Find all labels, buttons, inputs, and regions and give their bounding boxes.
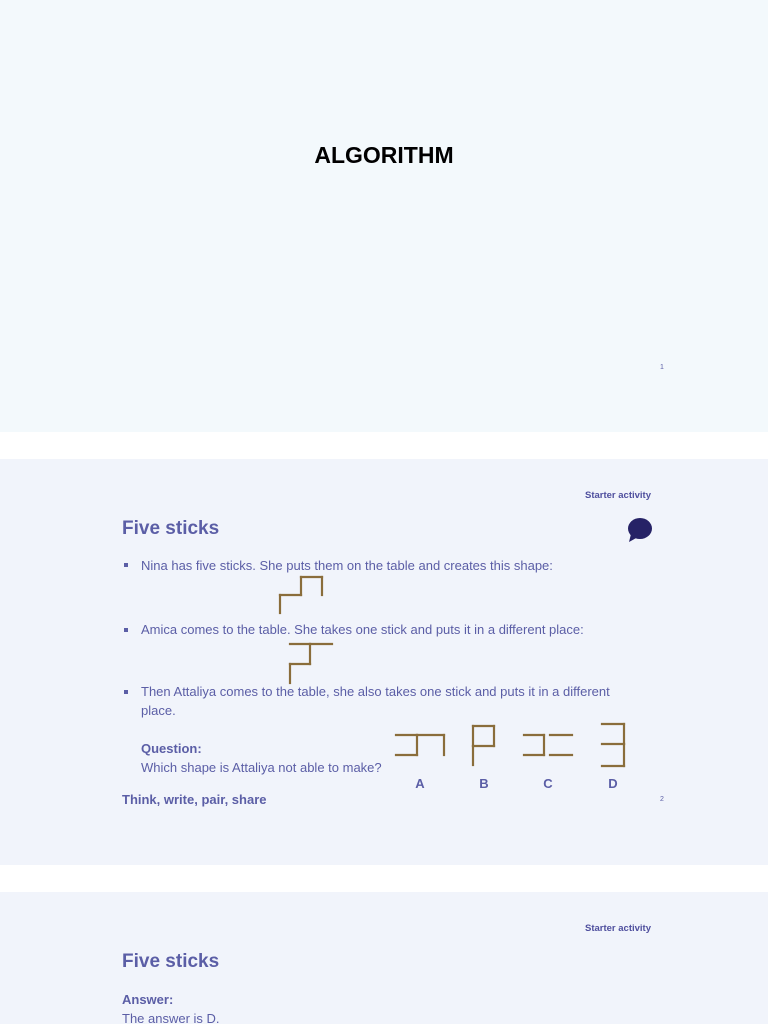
slide-title: ALGORITHM	[314, 142, 454, 168]
bullet-marker	[124, 628, 128, 632]
page-number: 1	[660, 364, 664, 371]
bullet-marker	[124, 563, 128, 567]
answer-text: The answer is D.	[122, 1011, 220, 1024]
option-label-b: B	[479, 776, 489, 791]
option-label-a: A	[415, 776, 425, 791]
initial-stick-shape	[270, 572, 330, 616]
bullet-marker	[124, 690, 128, 694]
slide-title: Five sticks	[122, 518, 220, 539]
page-number: 2	[660, 796, 664, 803]
bullet-text: Amica comes to the table. She takes one stick and puts it in a different place:	[141, 622, 584, 637]
bullet-text: Then Attaliya comes to the table, she also takes one stick and puts it in a different	[141, 684, 610, 699]
option-b-shape	[466, 721, 502, 769]
answer-label: Answer:	[122, 992, 174, 1007]
option-a-shape	[390, 727, 450, 763]
section-tag: Starter activity	[585, 923, 652, 934]
slide-1	[0, 0, 768, 432]
amica-stick-shape	[280, 639, 340, 687]
slide-title: Five sticks	[122, 951, 220, 972]
slide-2	[0, 459, 768, 865]
activity-footer: Think, write, pair, share	[122, 792, 267, 807]
question-label: Question:	[141, 741, 202, 756]
question-text: Which shape is Attaliya not able to make?	[141, 760, 382, 775]
option-c-shape	[518, 727, 578, 763]
option-label-c: C	[543, 776, 553, 791]
speech-bubble-icon	[626, 516, 654, 544]
bullet-text-continued: place.	[141, 703, 176, 718]
section-tag: Starter activity	[585, 490, 652, 501]
option-d-shape	[596, 719, 632, 771]
bullet-text: Nina has five sticks. She puts them on the table and creates this shape:	[141, 558, 553, 573]
slide-3	[0, 892, 768, 1024]
option-label-d: D	[608, 776, 618, 791]
